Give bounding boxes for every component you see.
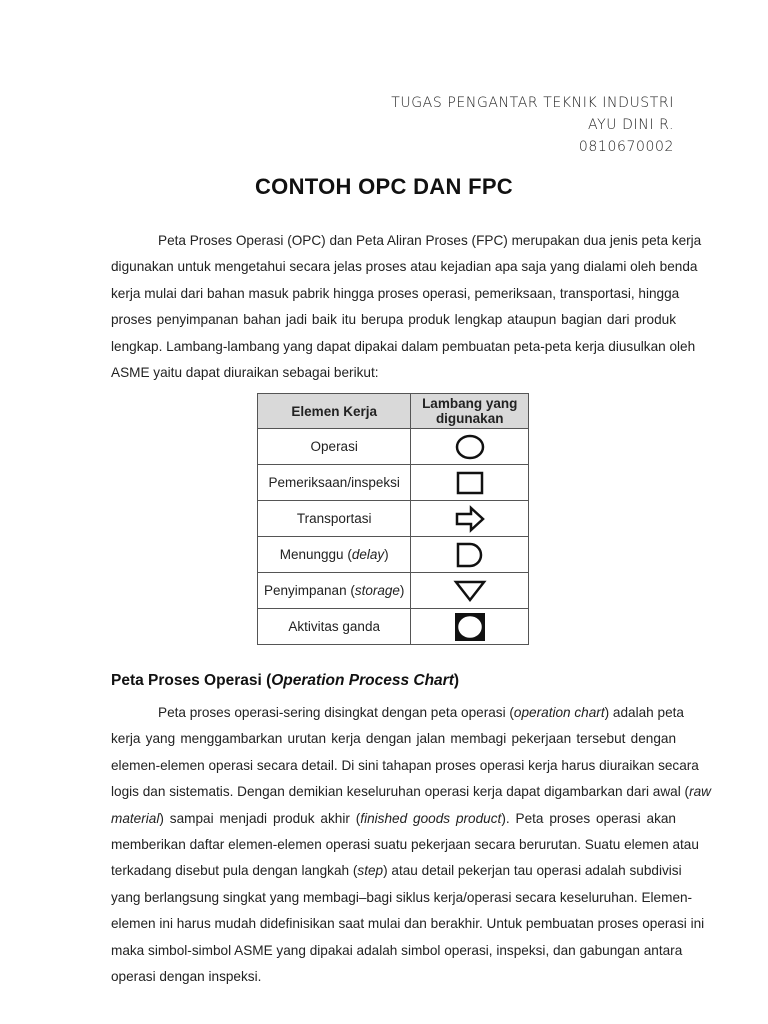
elemen-kerja-cell (258, 609, 411, 645)
lambang-cell (411, 465, 529, 501)
elemen-label: Operasi (310, 439, 358, 454)
d-shape-icon (411, 541, 528, 569)
table-row (258, 573, 529, 609)
square-icon (411, 470, 528, 496)
header-lambang-line1: Lambang yang (422, 396, 518, 411)
table-row (258, 465, 529, 501)
course-title: TUGAS PENGANTAR TEKNIK INDUSTRI (391, 95, 674, 111)
body-paragraph (111, 700, 711, 990)
student-id: 0810670002 (578, 139, 674, 155)
table-row (258, 537, 529, 573)
table-row (258, 429, 529, 465)
text-line: kerja yang menggambarkan urutan kerja dengan jalan membagi pekerjaan tersebut dengan (111, 731, 676, 747)
heading-prefix: Peta Proses Operasi ( (111, 672, 272, 689)
header-lambang-line2: digunakan (435, 411, 504, 426)
elemen-label: Aktivitas ganda (288, 619, 380, 634)
text-line: terkadang disebut pula dengan langkah (step) atau detail pekerjan tau operasi adalah subdivisi (111, 863, 682, 879)
table-row (258, 609, 529, 645)
text-line: ASME yaitu dapat diuraikan sebagai berikut: (111, 364, 379, 380)
elemen-label-italic: storage (354, 583, 400, 598)
elemen-label-suffix: ) (399, 583, 405, 598)
text-line: material) sampai menjadi produk akhir (finished goods product). Peta proses operasi akan (111, 810, 676, 826)
text-line: yang berlangsung singkat yang membagi–bagi siklus kerja/operasi secara keseluruhan. Elemen- (111, 889, 693, 905)
section-heading (111, 672, 459, 690)
text-line: elemen ini harus mudah didefinisikan saat mulai dan berakhir. Untuk pembuatan proses operasi ini (111, 916, 705, 932)
table-header-row (258, 394, 529, 429)
elemen-kerja-cell (258, 537, 411, 573)
elemen-kerja-cell (258, 501, 411, 537)
triangle-down-icon (411, 578, 528, 604)
elemen-label: Pemeriksaan/inspeksi (268, 475, 400, 490)
text-line: Peta Proses Operasi (OPC) dan Peta Aliran Proses (FPC) merupakan dua jenis peta kerja (158, 233, 702, 248)
text-line: kerja mulai dari bahan masuk pabrik hingga proses operasi, pemeriksaan, transportasi, hingga (111, 285, 680, 301)
text-line: logis dan sistematis. Dengan demikian keseluruhan operasi kerja dapat digambarkan dari awal (raw (111, 784, 711, 800)
text-line: lengkap. Lambang-lambang yang dapat dipakai dalam pembuatan peta-peta kerja diusulkan oleh (111, 338, 696, 354)
text-line: elemen-elemen operasi secara detail. Di sini tahapan proses operasi kerja harus diuraikan secara (111, 757, 699, 773)
lambang-cell (411, 429, 529, 465)
text-line: memberikan daftar elemen-elemen operasi suatu pekerjaan secara berurutan. Suatu elemen atau (111, 836, 699, 852)
elemen-kerja-cell (258, 429, 411, 465)
text-line: proses penyimpanan bahan jadi baik itu berupa produk lengkap ataupun bagian dari produk (111, 312, 676, 328)
header-elemen-kerja: Elemen Kerja (258, 394, 411, 429)
intro-paragraph (111, 228, 702, 386)
lambang-cell (411, 537, 529, 573)
lambang-cell (411, 609, 529, 645)
text-line: Peta proses operasi-sering disingkat dengan peta operasi (operation chart) adalah peta (158, 705, 684, 720)
text-line: maka simbol-simbol ASME yang dipakai adalah simbol operasi, inspeksi, dan gabungan antara (111, 942, 683, 958)
text-line: digunakan untuk mengetahui secara jelas proses atau kejadian apa saja yang dialami oleh benda (111, 259, 698, 275)
heading-suffix: ) (453, 672, 460, 689)
lambang-cell (411, 501, 529, 537)
elemen-label-italic: delay (351, 547, 385, 562)
elemen-kerja-cell (258, 465, 411, 501)
author-header (391, 92, 674, 158)
elemen-kerja-cell (258, 573, 411, 609)
circle-icon (411, 433, 528, 461)
lambang-cell (411, 573, 529, 609)
page-title: CONTOH OPC DAN FPC (254, 174, 513, 199)
elemen-label: Menunggu ( (279, 547, 352, 562)
elemen-label: Penyimpanan ( (264, 583, 355, 598)
symbol-table (257, 393, 529, 645)
header-lambang (411, 394, 529, 429)
arrow-right-icon (411, 505, 528, 533)
author-name: AYU DINI R. (588, 117, 674, 133)
circle-in-square-icon (411, 611, 528, 643)
elemen-label-suffix: ) (384, 547, 389, 562)
text-line: operasi dengan inspeksi. (111, 968, 262, 984)
table-row (258, 501, 529, 537)
elemen-label: Transportasi (296, 511, 372, 526)
heading-italic: Operation Process Chart (271, 672, 454, 689)
